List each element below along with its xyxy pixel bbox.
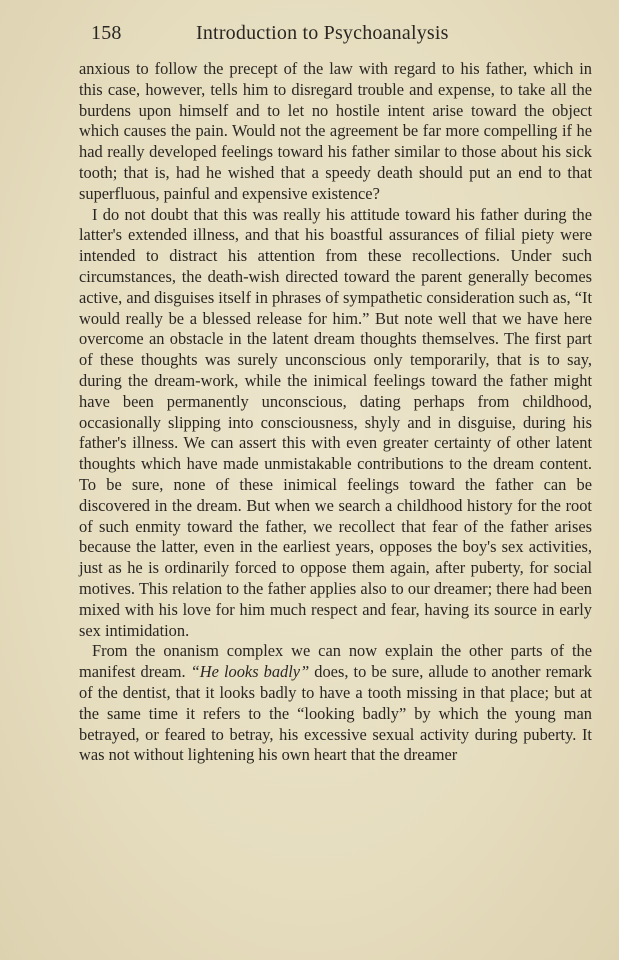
italic-quote: “He looks badly” xyxy=(190,662,310,682)
running-title: Introduction to Psychoanalysis xyxy=(196,22,449,44)
paragraph-text-end: does, to be sure, allude to another remark of the dentist, that it looks badly to have a tooth missing in that place; but at the same time it refers to the “looking badly” by which the young man betrayed, or feared to betray, his excessive sexual activity during puberty. It was not without lightening his own heart that the dreamer xyxy=(79,662,593,765)
paragraph-onanism-complex xyxy=(79,641,592,766)
paragraph-attitude: I do not doubt that this was really his attitude toward his father during the latter's extended illness, and that his boastful assurances of filial piety were intended to distract his attention from these recollections. Under such circumstances, the death-wish directed toward the parent generally becomes active, and disguises itself in phrases of sympathetic consideration such as, “It would really be a blessed release for him.” But note well that we have here overcome an obstacle in the latent dream thoughts themselves. The first part of these thoughts was surely unconscious only temporarily, that is to say, during the dream-work, while the inimical feelings toward the father might have been permanently unconscious, dating perhaps from childhood, occasionally slipping into consciousness, shyly and in disguise, during his father's illness. We can assert this with even greater certainty of other latent thoughts which have made unmistakable contributions to the dream content. To be sure, none of these inimical feelings toward the father can be discovered in the dream. But when we search a childhood history for the root of such enmity toward the father, we recollect that fear of the father arises because the latter, even in the earliest years, opposes the boy's sex activities, just as he is ordinarily forced to oppose them again, after puberty, for social motives. This relation to the father applies also to our dreamer; there had been mixed with his love for him much respect and fear, having its source in early sex intimidation. xyxy=(79,204,592,640)
body-text xyxy=(79,59,592,766)
running-head xyxy=(91,19,591,47)
paragraph-text-start: From the onanism complex we can now explain the other parts of the manifest dream. xyxy=(79,641,592,682)
page-number: 158 xyxy=(91,22,122,44)
paragraph-continued: anxious to follow the precept of the law with regard to his father, which in this case, however, tells him to disregard trouble and expense, to take all the burdens upon himself and to let no hostile intent arise toward the object which causes the pain. Would not the agreement be far more compelling if he had really developed feelings toward his father similar to those about his sick tooth; that is, had he wished that a speedy death should put an end to that superfluous, painful and expensive existence? xyxy=(79,59,592,203)
